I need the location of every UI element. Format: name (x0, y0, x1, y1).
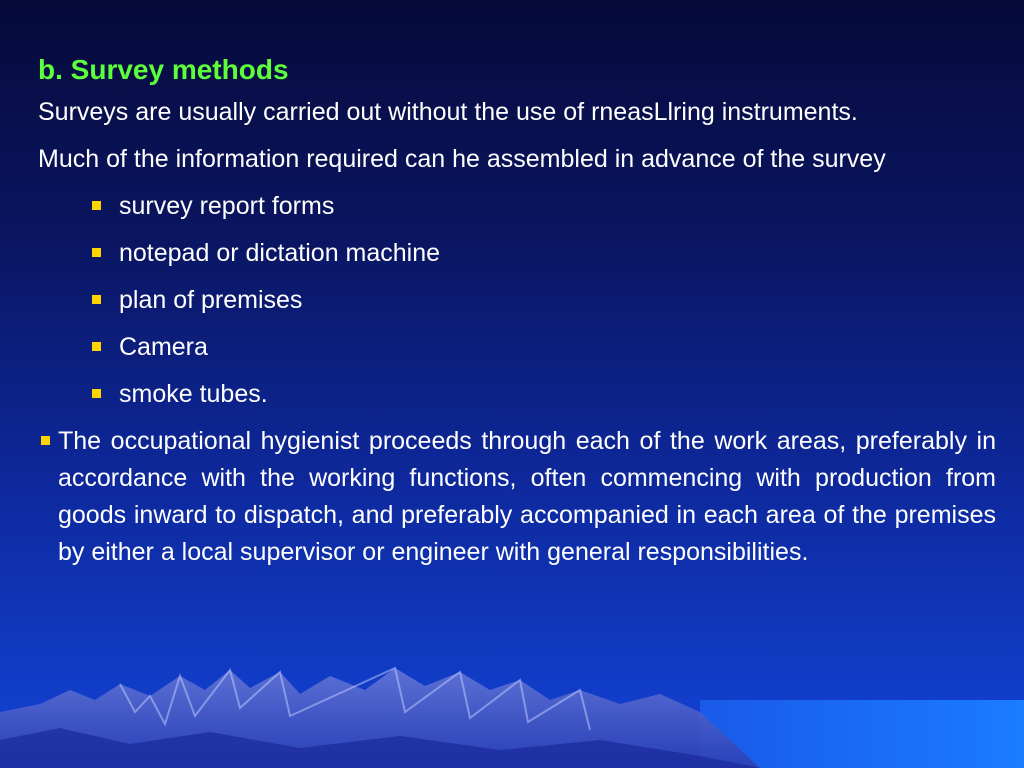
list-item-text: Camera (119, 333, 208, 361)
list-item-text: notepad or dictation machine (119, 239, 441, 267)
square-bullet-icon (92, 248, 101, 257)
list-item-text: survey report forms (119, 192, 335, 220)
square-bullet-icon (92, 201, 101, 210)
list-item-text: smoke tubes. (119, 380, 268, 408)
equipment-list (38, 188, 996, 413)
list-item (38, 188, 996, 225)
paragraph-hygienist-text: The occupational hygienist proceeds through each of the work areas, preferably in accordance with the working functions, often commencing with production from goods inward to dispatch, and preferably accompanied in each area of the premises by either a local supervisor or engineer with general responsibilities. (58, 427, 996, 566)
square-bullet-icon (92, 295, 101, 304)
slide-title: b. Survey methods (38, 54, 289, 85)
paragraph-hygienist (38, 423, 996, 571)
list-item (38, 235, 996, 272)
square-bullet-icon (92, 342, 101, 351)
list-item (38, 376, 996, 413)
paragraph-information: Much of the information required can he assembled in advance of the survey (38, 145, 886, 173)
paragraph-surveys: Surveys are usually carried out without the use of rneasLlring instruments. (38, 98, 858, 126)
list-item-text: plan of premises (119, 286, 303, 314)
slide-content (38, 50, 996, 571)
square-bullet-icon (92, 389, 101, 398)
list-item (38, 282, 996, 319)
list-item (38, 329, 996, 366)
square-bullet-icon (41, 436, 50, 445)
